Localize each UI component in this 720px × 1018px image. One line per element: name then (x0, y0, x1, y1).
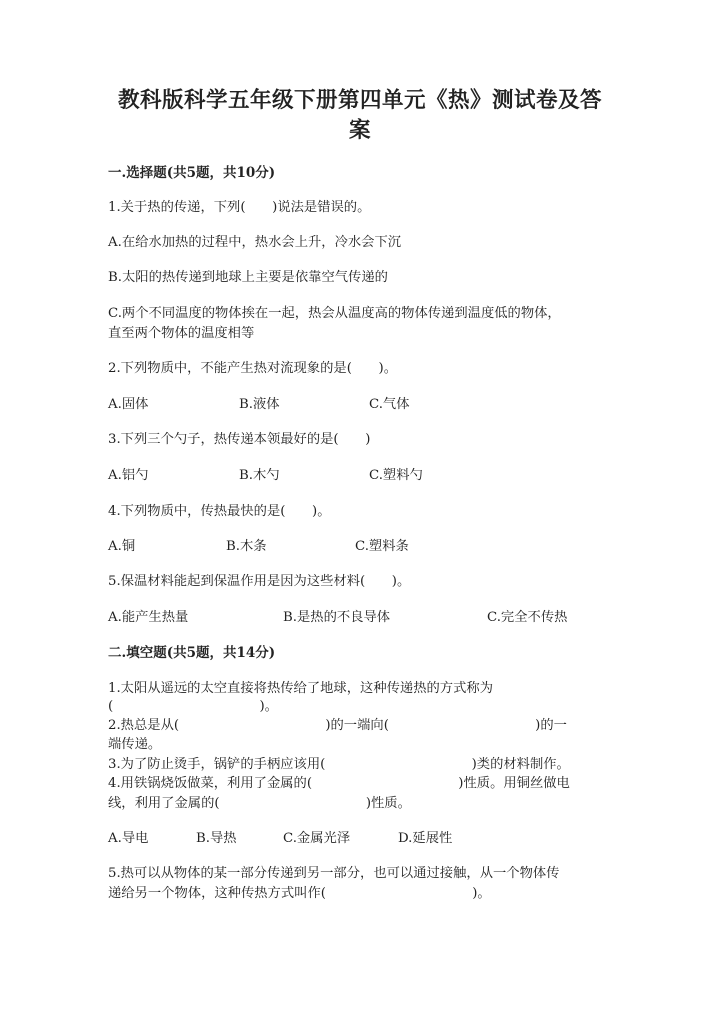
s1-q4-option-a: A.铜 (108, 539, 136, 554)
section-2-heading: 二.填空题(共5题，共14分) (108, 645, 276, 661)
s2-q1-line1: 1.太阳从遥远的太空直接将热传给了地球，这种传递热的方式称为 (108, 681, 493, 696)
s1-q2-option-a: A.固体 (108, 397, 149, 412)
s1-q4-option-c: C.塑料条 (355, 539, 409, 554)
s1-q4-stem: 4.下列物质中，传热最快的是( )。 (108, 504, 331, 519)
s1-q3-option-c: C.塑料勺 (369, 468, 423, 483)
s1-q5-stem: 5.保温材料能起到保温作用是因为这些材料( )。 (108, 574, 411, 589)
s1-q1-option-c-line1: C.两个不同温度的物体挨在一起，热会从温度高的物体传递到温度低的物体， (108, 306, 561, 321)
s2-q2-line1: 2.热总是从( )的一端向( )的一 (108, 718, 567, 733)
s1-q5-option-b: B.是热的不良导体 (283, 610, 391, 625)
s1-q1-option-b: B.太阳的热传递到地球上主要是依靠空气传递的 (108, 270, 388, 285)
s2-q4-line1: 4.用铁锅烧饭做菜，利用了金属的( )性质。用铜丝做电 (108, 776, 570, 791)
s2-q5-line1: 5.热可以从物体的某一部分传递到另一部分，也可以通过接触，从一个物体传 (108, 866, 560, 881)
s1-q3-stem: 3.下列三个勺子，热传递本领最好的是( ) (108, 432, 371, 447)
s2-q4-option-c: C.金属光泽 (283, 831, 351, 846)
page-title (108, 86, 612, 146)
s1-q3-option-b: B.木勺 (239, 468, 280, 483)
s1-q2-stem: 2.下列物质中，不能产生热对流现象的是( )。 (108, 361, 397, 376)
s1-q4-option-b: B.木条 (226, 539, 267, 554)
s1-q1-stem: 1.关于热的传递，下列( )说法是错误的。 (108, 200, 371, 215)
section-1-heading: 一.选择题(共5题，共10分) (108, 165, 276, 181)
s2-q2-line2: 端传递。 (108, 737, 162, 752)
s2-q4-option-d: D.延展性 (398, 831, 453, 846)
s2-q4-option-a: A.导电 (108, 831, 149, 846)
s2-q4-option-b: B.导热 (196, 831, 237, 846)
s1-q5-option-c: C.完全不传热 (487, 610, 568, 625)
s1-q1-option-c-line2: 直至两个物体的温度相等 (108, 326, 255, 341)
s1-q1-option-a: A.在给水加热的过程中，热水会上升，冷水会下沉 (108, 235, 402, 250)
s2-q3: 3.为了防止烫手，锅铲的手柄应该用( )类的材料制作。 (108, 757, 570, 772)
s2-q1-line2: ( )。 (108, 699, 278, 714)
s1-q5-option-a: A.能产生热量 (108, 610, 189, 625)
s2-q5-line2: 递给另一个物体，这种传热方式叫作( )。 (108, 886, 491, 901)
s1-q3-option-a: A.铝勺 (108, 468, 149, 483)
s1-q2-option-b: B.液体 (239, 397, 280, 412)
title-line-1: 教科版科学五年级下册第四单元《热》测试卷及答 (117, 88, 602, 113)
title-line-2: 案 (348, 118, 371, 143)
s2-q4-line2: 线，利用了金属的( )性质。 (108, 796, 411, 811)
s1-q2-option-c: C.气体 (369, 397, 410, 412)
